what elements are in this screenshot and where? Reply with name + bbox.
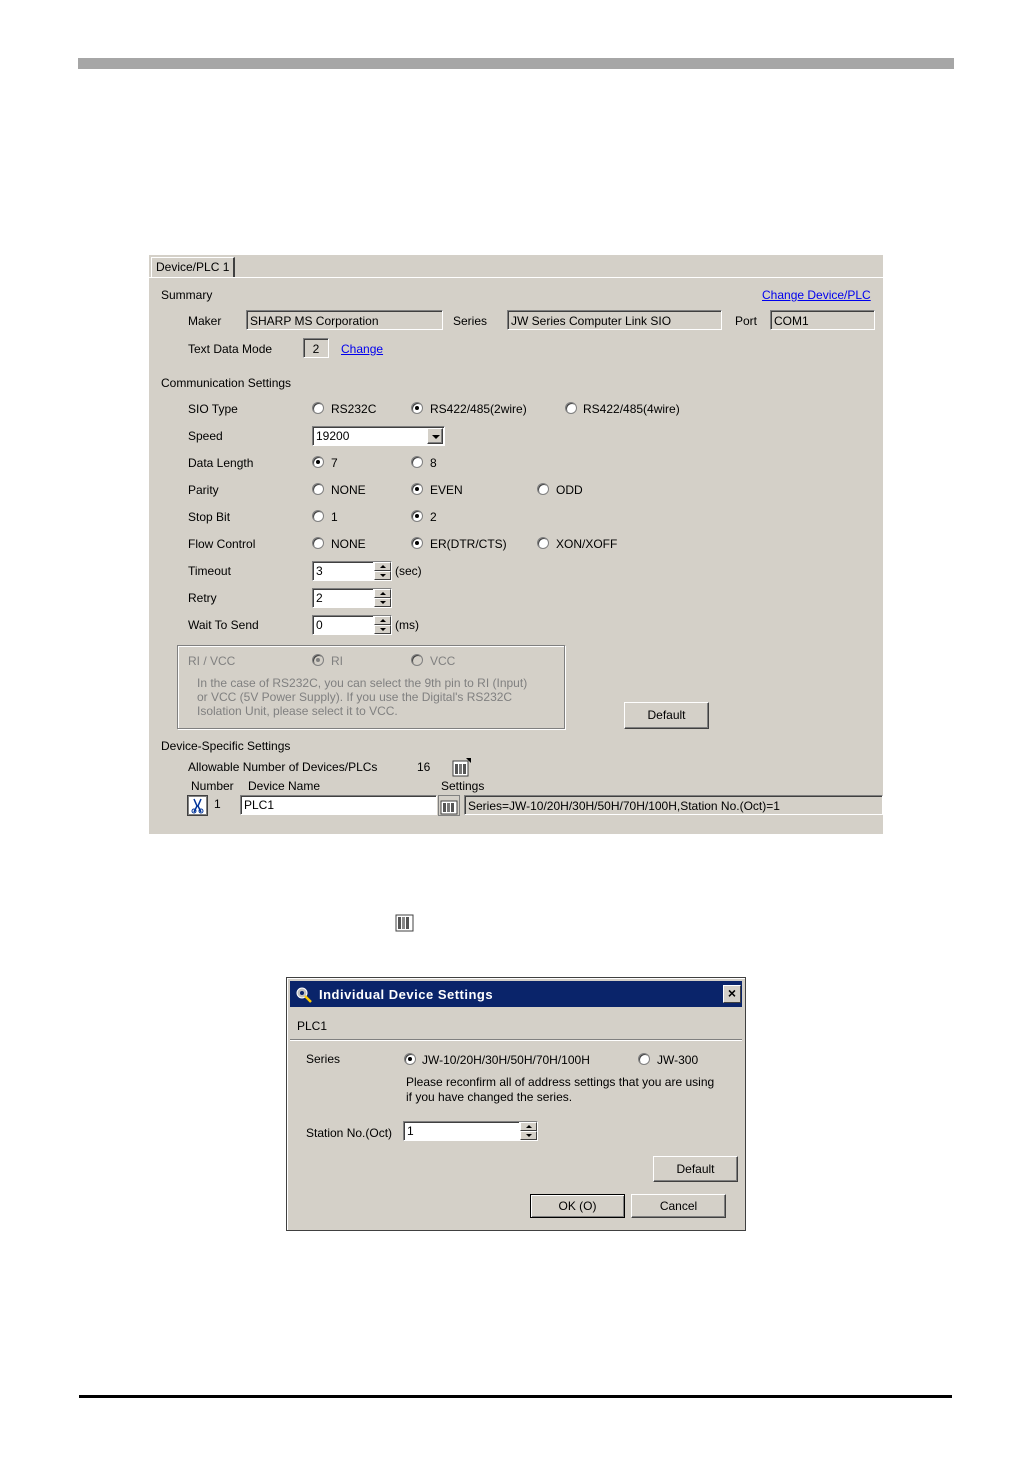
- chevron-down-icon: [432, 435, 440, 439]
- stop-bit-1-label: 1: [331, 510, 338, 524]
- dialog-series-label: Series: [306, 1052, 341, 1066]
- parity-none-radio[interactable]: [312, 483, 324, 495]
- speed-dropdown-button[interactable]: [427, 428, 443, 444]
- allowable-devices-label: Allowable Number of Devices/PLCs: [188, 760, 378, 774]
- series-jw10-label: JW-10/20H/30H/50H/70H/100H: [422, 1053, 590, 1067]
- dialog-divider: [290, 1039, 742, 1041]
- parity-even-label: EVEN: [430, 483, 463, 497]
- vcc-option-label: VCC: [430, 654, 456, 668]
- summary-heading: Summary: [161, 288, 213, 302]
- timeout-unit: (sec): [395, 564, 422, 578]
- retry-input[interactable]: [312, 588, 392, 608]
- station-no-input[interactable]: [403, 1121, 538, 1141]
- dialog-titlebar: [290, 981, 742, 1007]
- communication-settings-heading: Communication Settings: [161, 376, 292, 390]
- sio-rs232c-label: RS232C: [331, 402, 377, 416]
- retry-label: Retry: [188, 591, 217, 605]
- timeout-value: 3: [316, 564, 323, 578]
- sio-type-label: SIO Type: [188, 402, 238, 416]
- port-label: Port: [735, 314, 758, 328]
- series-label: Series: [453, 314, 488, 328]
- series-field: JW Series Computer Link SIO: [507, 310, 722, 330]
- series-jw300-label: JW-300: [657, 1053, 699, 1067]
- timeout-spinner[interactable]: [373, 562, 391, 580]
- individual-device-settings-dialog: [286, 977, 746, 1231]
- text-data-mode-label: Text Data Mode: [188, 342, 273, 356]
- retry-spinner[interactable]: [373, 589, 391, 607]
- stop-bit-2-label: 2: [430, 510, 437, 524]
- speed-select[interactable]: [312, 426, 445, 446]
- series-note-line-2: if you have changed the series.: [406, 1090, 573, 1104]
- sio-rs422-2wire-label: RS422/485(2wire): [430, 402, 527, 416]
- text-data-mode-field: 2: [303, 338, 329, 358]
- speed-value: 19200: [316, 429, 350, 443]
- sio-rs422-4wire-label: RS422/485(4wire): [583, 402, 680, 416]
- wait-spinner[interactable]: [373, 616, 391, 634]
- flow-none-label: NONE: [331, 537, 366, 551]
- station-no-label: Station No.(Oct): [306, 1126, 393, 1140]
- data-length-8-radio[interactable]: [411, 456, 423, 468]
- change-text-mode-link[interactable]: Change: [341, 342, 384, 356]
- individual-settings-icon[interactable]: [438, 795, 460, 816]
- settings-app-icon: [295, 985, 313, 1003]
- flow-none-radio[interactable]: [312, 537, 324, 549]
- parity-none-label: NONE: [331, 483, 366, 497]
- column-number: Number: [191, 779, 234, 793]
- ri-note-line-1: In the case of RS232C, you can select the 9th pin to RI (Input): [197, 676, 528, 690]
- device-specific-heading: Device-Specific Settings: [161, 739, 291, 753]
- dialog-default-button[interactable]: Default: [653, 1156, 738, 1182]
- wait-to-send-input[interactable]: [312, 615, 392, 635]
- ri-vcc-label: RI / VCC: [188, 654, 236, 668]
- parity-odd-radio[interactable]: [537, 483, 549, 495]
- ri-option-label: RI: [331, 654, 343, 668]
- flow-er-label: ER(DTR/CTS): [430, 537, 507, 551]
- series-note-line-1: Please reconfirm all of address settings that you are using: [406, 1075, 715, 1089]
- column-settings: Settings: [441, 779, 485, 793]
- flow-xon-label: XON/XOFF: [556, 537, 618, 551]
- dialog-title: Individual Device Settings: [319, 987, 494, 1002]
- dialog-device-name: PLC1: [297, 1019, 328, 1033]
- change-device-plc-link[interactable]: Change Device/PLC: [762, 288, 871, 302]
- add-device-icon[interactable]: [452, 757, 472, 777]
- ok-button[interactable]: OK (O): [530, 1194, 625, 1218]
- wait-value: 0: [316, 618, 323, 632]
- sio-rs422-4wire-radio[interactable]: [565, 402, 577, 414]
- tab-strip: [149, 255, 883, 278]
- individual-settings-icon: [395, 912, 415, 932]
- device-settings-summary: Series=JW-10/20H/30H/50H/70H/100H,Station No.(Oct)=1: [464, 795, 883, 815]
- device-plc-panel: [149, 255, 883, 834]
- station-no-spinner[interactable]: [519, 1122, 537, 1140]
- data-length-8-label: 8: [430, 456, 437, 470]
- stop-bit-2-radio[interactable]: [411, 510, 423, 522]
- page-header-bar: [78, 58, 954, 69]
- delete-device-icon[interactable]: [187, 795, 208, 816]
- default-button[interactable]: Default: [624, 702, 709, 729]
- data-length-7-radio[interactable]: [312, 456, 324, 468]
- speed-label: Speed: [188, 429, 223, 443]
- wait-unit: (ms): [395, 618, 419, 632]
- wait-to-send-label: Wait To Send: [188, 618, 259, 632]
- station-no-value: 1: [407, 1124, 414, 1138]
- vcc-radio[interactable]: [411, 654, 423, 666]
- stop-bit-label: Stop Bit: [188, 510, 231, 524]
- flow-control-label: Flow Control: [188, 537, 256, 551]
- stop-bit-1-radio[interactable]: [312, 510, 324, 522]
- series-jw10-radio[interactable]: [404, 1053, 416, 1065]
- maker-field: SHARP MS Corporation: [246, 310, 443, 330]
- ri-radio[interactable]: [312, 654, 324, 666]
- parity-label: Parity: [188, 483, 219, 497]
- parity-even-radio[interactable]: [411, 483, 423, 495]
- flow-er-radio[interactable]: [411, 537, 423, 549]
- device-row-number: 1: [214, 797, 221, 811]
- sio-rs422-2wire-radio[interactable]: [411, 402, 423, 414]
- timeout-input[interactable]: [312, 561, 392, 581]
- ri-note-line-3: Isolation Unit, please select it to VCC.: [197, 704, 398, 718]
- ri-note-line-2: or VCC (5V Power Supply). If you use the Digital's RS232C: [197, 690, 513, 704]
- retry-value: 2: [316, 591, 323, 605]
- device-name-input[interactable]: PLC1: [240, 795, 437, 815]
- cancel-button[interactable]: Cancel: [631, 1194, 726, 1218]
- flow-xon-radio[interactable]: [537, 537, 549, 549]
- series-jw300-radio[interactable]: [638, 1053, 650, 1065]
- page-footer-line: [79, 1395, 952, 1398]
- close-icon[interactable]: ×: [723, 985, 741, 1003]
- maker-label: Maker: [188, 314, 222, 328]
- data-length-label: Data Length: [188, 456, 254, 470]
- port-field: COM1: [770, 310, 875, 330]
- allowable-devices-value: 16: [417, 760, 431, 774]
- sio-rs232c-radio[interactable]: [312, 402, 324, 414]
- timeout-label: Timeout: [188, 564, 231, 578]
- parity-odd-label: ODD: [556, 483, 583, 497]
- column-device-name: Device Name: [248, 779, 321, 793]
- tab-device-plc-1[interactable]: Device/PLC 1: [151, 257, 235, 277]
- data-length-7-label: 7: [331, 456, 338, 470]
